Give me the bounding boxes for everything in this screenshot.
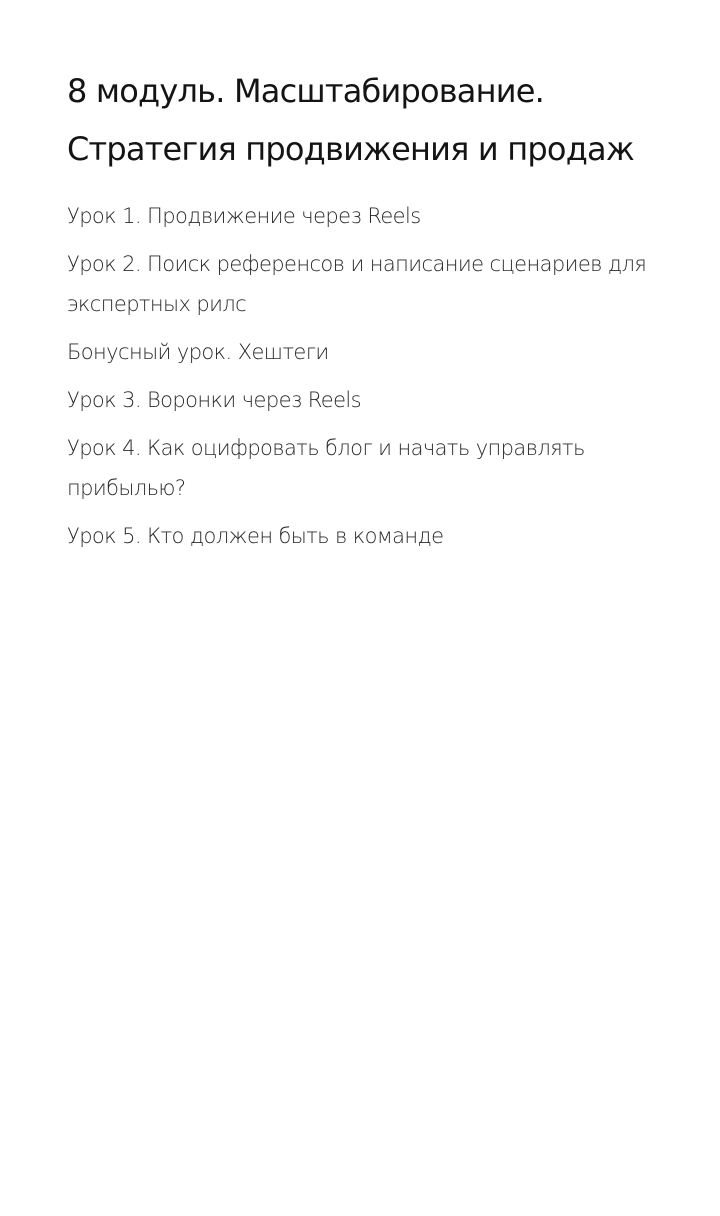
lesson-item-5[interactable]: Урок 5. Кто должен быть в команде	[67, 524, 444, 548]
lesson-list	[67, 196, 697, 556]
module-section	[67, 62, 697, 564]
lesson-item-1[interactable]: Урок 1. Продвижение через Reels	[67, 204, 421, 228]
lesson-item-3[interactable]: Урок 3. Воронки через Reels	[67, 388, 361, 412]
module-title: 8 модуль. Масштабирование. Стратегия продвижения и продаж	[67, 72, 634, 168]
lesson-item-2[interactable]: Урок 2. Поиск референсов и написание сценариев для экспертных рилс	[67, 252, 647, 316]
lesson-item-bonus[interactable]: Бонусный урок. Хештеги	[67, 340, 329, 364]
lesson-item-4[interactable]: Урок 4. Как оцифровать блог и начать управлять прибылью?	[67, 436, 585, 500]
